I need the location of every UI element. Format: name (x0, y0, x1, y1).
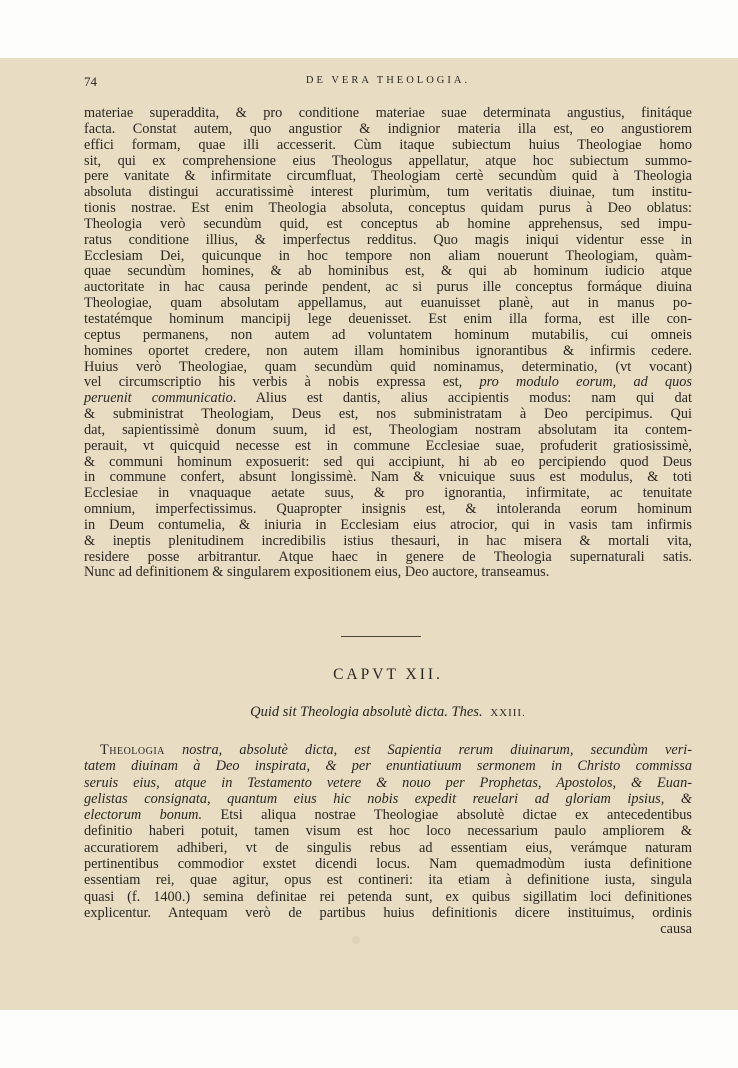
text-line: in Deum contumelia, & iniuria in Ecclesiam eius atrocior, qui in vasis tam infirmis (84, 516, 692, 533)
chapter-subtitle-text: Quid sit Theologia absolutè dicta. (250, 704, 448, 720)
italic-phrase: ad quos (633, 374, 692, 391)
text-line: tatem diuinam à Deo inspirata, & per enuntiatiuum sermonem in Christo commissa (84, 758, 692, 775)
text-line: facta. Constat autem, quo angustior & indignior materia illa est, eo angustiorem (84, 120, 692, 137)
text-line: & subministrat Theologiam, Deus est, nos subministratam à Deo percipimus. Qui (84, 406, 692, 423)
text-line-mixed: vel circumscriptio his verbis à nobis expressa est, pro modulo eorum, ad quos (84, 374, 692, 391)
text-line: testatémque hominum mancipij lege deuenisset. Est enim illa forma, est ille con- (84, 310, 692, 327)
text-line: Nunc ad definitionem & singularem expositionem eius, Deo auctore, transeamus. (84, 564, 550, 581)
text-line: absoluta distingui accuratissimè interest plurimùm, tum veritatis diuinae, tum institu- (84, 184, 692, 201)
text-line: pere vanitate & infirmitate circumfluat, Theologiam certè secundùm quid à Theologia (84, 168, 692, 185)
paper-stain (352, 936, 360, 944)
text-line: Theologia verò secundùm quid, est conceptus ab homine apprehensus, sed impu- (84, 215, 692, 232)
text-line-mixed (84, 742, 692, 758)
text-line: quasi (f. 1400.) semina definitae rei petenda sunt, ex quibus sigillatim loci definitiones (84, 888, 692, 905)
italic-phrase: nostra, absolutè dicta, est Sapientia rerum diuinarum, secundùm veri- (182, 742, 692, 758)
thesis-number: XXIII. (490, 707, 526, 719)
main-text (84, 106, 692, 581)
text-segment: . Alius est dantis, alius accipientis modus: nam qui dat (232, 390, 692, 407)
running-title: DE VERA THEOLOGIA. (305, 75, 471, 86)
text-line: Theologiae, quam absolutam appellamus, aut euanuisset planè, aut in manus po- (84, 295, 692, 312)
text-line: auctoritate in hac causa perinde pendent, ac si purus ille conceptus formáque diuina (84, 279, 692, 296)
text-line: in commune confert, absunt longissimè. Nam & vnicuique suus est modulus, & toti (84, 469, 692, 486)
chapter-text (84, 742, 692, 938)
text-line: & communi hominum exposuerit: sed qui accipiunt, hi ab eo percipiendo quod Deus (84, 453, 692, 470)
text-line-mixed (84, 391, 692, 407)
text-line: pertinentibus commodior exstet dicendi locus. Nam quemadmodùm iusta definitione (84, 856, 692, 873)
chapter-title: CAPVT XII. (333, 666, 443, 683)
italic-phrase: peruenit communicatio (84, 390, 233, 407)
text-line: residere posse arbitrantur. Atque haec in genere de Theologia supernaturali satis. (84, 548, 692, 565)
text-line: ratus conditione illius, & imperfectus redditus. Quo magis iniqui videntur esse in (84, 231, 692, 248)
text-line: gelistas consignata, quantum eius hic nobis expedit reuelari ad gloriam ipsius, & (84, 790, 692, 807)
text-line: Ecclesiae in vnaquaque aetate suus, & pro ignorantia, infirmitate, ac tenuitate (84, 485, 692, 502)
lead-word: Theologia (100, 742, 165, 758)
text-line: homines oportet credere, non autem illam hominibus ignorantibus & infirmis cedere. (84, 342, 692, 359)
text-line: Ecclesiam Dei, quicunque in hoc tempore non aliam nouerunt Theologiam, quàm- (84, 247, 692, 264)
catchword: causa (660, 921, 692, 938)
page-header (84, 74, 692, 92)
text-segment: Etsi aliqua nostrae Theologiae absolutè dictae ex antecedentibus (202, 807, 692, 824)
text-line: quae secundùm homines, & ab hominibus est, & qui ab hominum iudicio atque (84, 263, 692, 280)
text-line: essentiam rei, quae agitur, opus est contineri: ita etiam à definitione iusta, singula (84, 872, 692, 889)
italic-phrase: electorum bonum. (84, 807, 203, 824)
text-line: ceptus permanens, non autem ad voluntatem hominum mutabilis, cui omneis (84, 326, 692, 343)
italic-phrase: pro modulo eorum (479, 374, 613, 391)
text-line: sit, qui ex comprehensione eius Theologus appellatur, atque hoc subiectum summo- (84, 152, 692, 169)
chapter-subtitle (84, 704, 692, 721)
text-line: & ineptis plenitudinem incredibilis istius thesauri, in hac misera & mortali vita, (84, 532, 692, 549)
text-segment: vel circumscriptio his verbis à nobis expressa est, (84, 374, 480, 391)
section-divider (341, 636, 421, 637)
text-line: definitio haberi potuit, tamen visum est hoc loco necessarium paulo ampliorem & (84, 823, 692, 840)
thesis-label: Thes. (451, 704, 483, 720)
text-line: accuratiorem adhiberi, vt de singulis rebus ad essentiam eius, verámque naturam (84, 839, 692, 856)
text-line: seruis eius, atque in Testamento vetere & nouo per Prophetas, Apostolos, & Euan- (84, 774, 692, 791)
text-line: omnium, imperfectissimus. Quapropter insignis est, & intoleranda eorum hominum (84, 501, 692, 518)
text-line: materiae superaddita, & pro conditione materiae suae determinata angustius, finitáque (84, 105, 692, 121)
text-line: dat, sapientissimè donum suum, id est, Theologiam nostram absolutam ita contem- (84, 421, 692, 438)
text-line: explicentur. Antequam verò de partibus huius definitionis dicere instituimus, ordinis (84, 904, 692, 921)
page-number: 74 (84, 74, 97, 89)
text-line: Huius verò Theologiae, quam secundùm quid nominamus, determinatio, (vt vocant) (84, 358, 692, 375)
text-line: perauit, vt quicquid necesse est in commune Ecclesiae suae, profuderit gratiosissimè, (84, 437, 692, 454)
text-line: tionis nostrae. Est enim Theologia absoluta, conceptus quidam purus à Deo oblatus: (84, 200, 692, 217)
text-line: effici formam, quae illi accesserit. Cùm itaque subiectum huius Theologiae homo (84, 136, 692, 153)
text-line-mixed (84, 807, 692, 823)
